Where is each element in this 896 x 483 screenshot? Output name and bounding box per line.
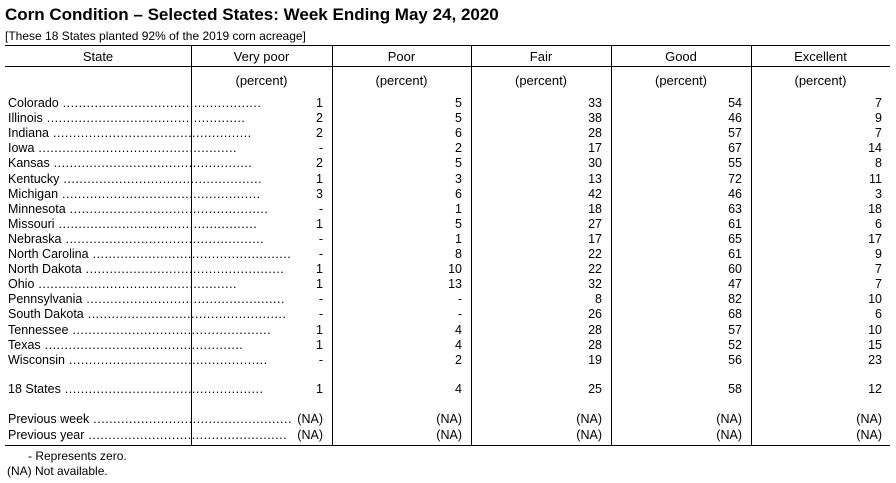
table-row <box>0 96 896 111</box>
state-label: Wisconsin <box>8 352 65 367</box>
table-row <box>0 126 896 141</box>
state-name <box>8 156 253 171</box>
cell-poor: 6 <box>455 186 462 201</box>
cell-poor: 5 <box>455 156 462 171</box>
page-subtitle: [These 18 States planted 92% of the 2019 corn acreage] <box>5 29 306 43</box>
table-row <box>0 217 896 232</box>
cell-good: 46 <box>728 186 742 201</box>
state-name <box>8 337 244 353</box>
cell-excellent: 6 <box>875 307 882 322</box>
table-row <box>0 307 896 322</box>
table-row <box>0 338 896 353</box>
cell-excellent: 17 <box>868 231 882 246</box>
state-label: South Dakota <box>8 307 84 322</box>
cell-good: 61 <box>728 247 742 261</box>
state-name <box>8 201 269 217</box>
unit-label: (percent) <box>375 73 428 88</box>
cell-fair: 32 <box>588 277 602 292</box>
table-top-rule <box>5 45 890 46</box>
cell-good: 67 <box>728 141 742 156</box>
cell-poor: (NA) <box>436 412 462 426</box>
cell-very-poor: (NA) <box>297 427 323 442</box>
state-label: Pennsylvania <box>8 292 83 307</box>
state-name <box>8 277 238 292</box>
cell-fair: 13 <box>588 171 602 186</box>
cell-poor: 4 <box>455 337 462 352</box>
cell-very-poor: 2 <box>316 126 323 141</box>
table-row <box>0 202 896 217</box>
cell-good: 68 <box>728 307 742 322</box>
table-row-comparison <box>0 428 896 443</box>
cell-very-poor: (NA) <box>297 412 323 426</box>
cell-very-poor: - <box>318 352 323 367</box>
cell-very-poor: 1 <box>316 216 323 231</box>
state-label: Minnesota <box>8 201 66 216</box>
cell-fair: (NA) <box>576 412 602 426</box>
cell-excellent: 11 <box>869 171 882 186</box>
state-name <box>8 322 272 338</box>
cell-poor: 5 <box>455 111 462 126</box>
cell-fair: 42 <box>588 186 602 201</box>
state-label: Colorado <box>8 96 59 110</box>
cell-poor: 2 <box>455 352 462 367</box>
cell-very-poor: 1 <box>316 96 323 110</box>
table-row <box>0 323 896 338</box>
leader-dots: .................................................. <box>49 126 252 141</box>
leader-dots: .................................................. <box>84 427 288 442</box>
cell-very-poor: - <box>318 292 323 307</box>
cell-fair: 19 <box>588 352 602 367</box>
table-row <box>0 232 896 247</box>
state-name <box>8 216 258 232</box>
unit-label: (percent) <box>514 73 568 88</box>
leader-dots: .................................................. <box>59 171 263 186</box>
table-row <box>0 111 896 126</box>
cell-excellent: 18 <box>868 201 882 216</box>
cell-excellent: 9 <box>875 247 882 261</box>
cell-very-poor: 2 <box>316 111 323 126</box>
column-header-very-poor: Very poor <box>233 49 290 64</box>
state-label: Michigan <box>8 186 59 201</box>
state-name <box>8 427 288 443</box>
cell-excellent: 15 <box>868 337 882 352</box>
cell-excellent: 10 <box>868 322 882 337</box>
state-name <box>8 352 268 368</box>
cell-very-poor: - <box>318 247 323 261</box>
cell-poor: 1 <box>455 231 462 246</box>
cell-good: 55 <box>728 156 742 171</box>
cell-fair: 17 <box>588 231 602 246</box>
state-label: 18 States <box>8 382 61 396</box>
leader-dots: .................................................. <box>58 186 261 201</box>
cell-very-poor: 1 <box>316 262 323 277</box>
cell-poor: 8 <box>455 247 462 261</box>
leader-dots: .................................................. <box>42 111 246 126</box>
cell-poor: 5 <box>455 96 462 110</box>
cell-very-poor: 1 <box>316 382 323 396</box>
leader-dots: .................................................. <box>88 247 292 261</box>
cell-very-poor: 1 <box>316 322 323 337</box>
column-header-good: Good <box>665 49 697 64</box>
cell-excellent: (NA) <box>856 427 882 442</box>
cell-excellent: 7 <box>875 126 882 141</box>
leader-dots: .................................................. <box>89 412 292 426</box>
state-label: Indiana <box>8 126 50 141</box>
table-bottom-rule <box>5 445 890 446</box>
cell-poor: 1 <box>455 201 462 216</box>
cell-good: 61 <box>728 216 742 231</box>
cell-poor: - <box>457 307 462 322</box>
state-name <box>8 262 285 277</box>
cell-good: (NA) <box>716 427 742 442</box>
footnote-na: (NA) Not available. <box>7 464 108 478</box>
table-row-total <box>0 382 896 397</box>
state-label: Kentucky <box>8 171 60 186</box>
cell-very-poor: - <box>318 307 323 322</box>
state-name <box>8 111 246 126</box>
footnote-zero: - Represents zero. <box>28 449 127 463</box>
state-name <box>8 171 263 187</box>
cell-fair: 8 <box>595 292 602 307</box>
cell-excellent: 9 <box>875 111 882 126</box>
cell-excellent: 10 <box>868 292 882 307</box>
cell-good: 60 <box>728 262 742 277</box>
cell-excellent: (NA) <box>856 412 882 426</box>
state-name <box>8 141 238 156</box>
table-row <box>0 187 896 202</box>
leader-dots: .................................................. <box>65 201 269 216</box>
state-label: Tennessee <box>8 322 69 337</box>
cell-poor: 4 <box>455 382 462 396</box>
state-label: North Carolina <box>8 247 89 261</box>
cell-poor: 6 <box>455 126 462 141</box>
leader-dots: .................................................. <box>40 337 244 352</box>
unit-label: (percent) <box>654 73 708 88</box>
leader-dots: .................................................. <box>83 307 287 322</box>
cell-very-poor: - <box>318 141 323 156</box>
state-name <box>8 231 265 247</box>
cell-very-poor: - <box>318 231 323 246</box>
page-title: Corn Condition – Selected States: Week Ending May 24, 2020 <box>5 5 499 24</box>
cell-very-poor: 2 <box>316 156 323 171</box>
table-row <box>0 292 896 307</box>
leader-dots: .................................................. <box>82 292 285 307</box>
cell-good: (NA) <box>716 412 742 426</box>
column-header-excellent: Excellent <box>794 49 847 64</box>
cell-very-poor: 1 <box>316 277 323 292</box>
state-label: Illinois <box>8 111 43 126</box>
column-header-fair: Fair <box>529 49 553 64</box>
state-label: Previous week <box>8 412 90 426</box>
cell-excellent: 23 <box>868 352 882 367</box>
table-header-rule <box>5 66 890 67</box>
cell-excellent: 7 <box>875 277 882 292</box>
state-label: Kansas <box>8 156 50 171</box>
leader-dots: .................................................. <box>64 352 268 367</box>
cell-excellent: 8 <box>875 156 882 171</box>
cell-very-poor: - <box>318 201 323 216</box>
state-name <box>8 382 264 397</box>
leader-dots: .................................................. <box>81 262 285 277</box>
state-name <box>8 247 292 262</box>
cell-good: 46 <box>728 111 742 126</box>
cell-good: 82 <box>728 292 742 307</box>
cell-good: 54 <box>728 96 742 110</box>
table-row <box>0 262 896 277</box>
state-label: Ohio <box>8 277 35 292</box>
cell-very-poor: 3 <box>316 186 323 201</box>
cell-excellent: 3 <box>875 186 882 201</box>
cell-good: 65 <box>728 231 742 246</box>
cell-excellent: 14 <box>868 141 882 156</box>
table-row <box>0 172 896 187</box>
cell-fair: 18 <box>588 201 602 216</box>
cell-fair: 22 <box>588 262 602 277</box>
cell-good: 57 <box>728 126 742 141</box>
cell-very-poor: 1 <box>316 171 323 186</box>
cell-good: 58 <box>728 382 742 396</box>
column-header-state: State <box>82 49 114 64</box>
cell-excellent: 7 <box>875 96 882 110</box>
state-name <box>8 96 262 111</box>
state-label: Nebraska <box>8 231 62 246</box>
leader-dots: .................................................. <box>34 277 238 292</box>
cell-good: 57 <box>728 322 742 337</box>
cell-fair: 26 <box>588 307 602 322</box>
state-label: Previous year <box>8 427 85 442</box>
cell-very-poor: 1 <box>316 337 323 352</box>
cell-fair: 28 <box>588 126 602 141</box>
table-row <box>0 141 896 156</box>
state-label: North Dakota <box>8 262 82 277</box>
cell-poor: - <box>457 292 462 307</box>
cell-fair: (NA) <box>576 427 602 442</box>
table-row <box>0 353 896 368</box>
cell-poor: 4 <box>455 322 462 337</box>
table-row <box>0 156 896 171</box>
leader-dots: .................................................. <box>34 141 238 156</box>
cell-excellent: 6 <box>875 216 882 231</box>
cell-fair: 33 <box>588 96 602 110</box>
cell-excellent: 7 <box>875 262 882 277</box>
cell-good: 63 <box>728 201 742 216</box>
cell-fair: 38 <box>588 111 602 126</box>
cell-good: 47 <box>728 277 742 292</box>
cell-fair: 17 <box>588 141 602 156</box>
cell-excellent: 12 <box>868 382 882 396</box>
cell-fair: 22 <box>588 247 602 261</box>
cell-fair: 28 <box>588 322 602 337</box>
state-name <box>8 307 287 322</box>
column-header-poor: Poor <box>387 49 416 64</box>
table-row <box>0 247 896 262</box>
state-label: Missouri <box>8 216 55 231</box>
leader-dots: .................................................. <box>61 231 265 246</box>
cell-good: 72 <box>728 171 742 186</box>
unit-label: (percent) <box>794 73 847 88</box>
cell-poor: 5 <box>455 216 462 231</box>
cell-good: 52 <box>728 337 742 352</box>
state-name <box>8 292 285 307</box>
cell-fair: 28 <box>588 337 602 352</box>
cell-poor: 13 <box>448 277 462 292</box>
leader-dots: .................................................. <box>68 322 272 337</box>
leader-dots: .................................................. <box>60 382 264 396</box>
cell-poor: 10 <box>448 262 462 277</box>
leader-dots: .................................................. <box>54 216 258 231</box>
unit-label: (percent) <box>235 73 288 88</box>
state-name <box>8 186 261 202</box>
cell-fair: 25 <box>588 382 602 396</box>
table-row-comparison <box>0 412 896 427</box>
cell-poor: (NA) <box>436 427 462 442</box>
state-label: Texas <box>8 337 41 352</box>
state-name <box>8 126 252 141</box>
cell-poor: 3 <box>455 171 462 186</box>
leader-dots: .................................................. <box>58 96 262 110</box>
state-name <box>8 412 292 427</box>
cell-poor: 2 <box>455 141 462 156</box>
cell-good: 56 <box>728 352 742 367</box>
table-row <box>0 277 896 292</box>
cell-fair: 30 <box>588 156 602 171</box>
cell-fair: 27 <box>588 216 602 231</box>
leader-dots: .................................................. <box>49 156 253 171</box>
state-label: Iowa <box>8 141 35 156</box>
